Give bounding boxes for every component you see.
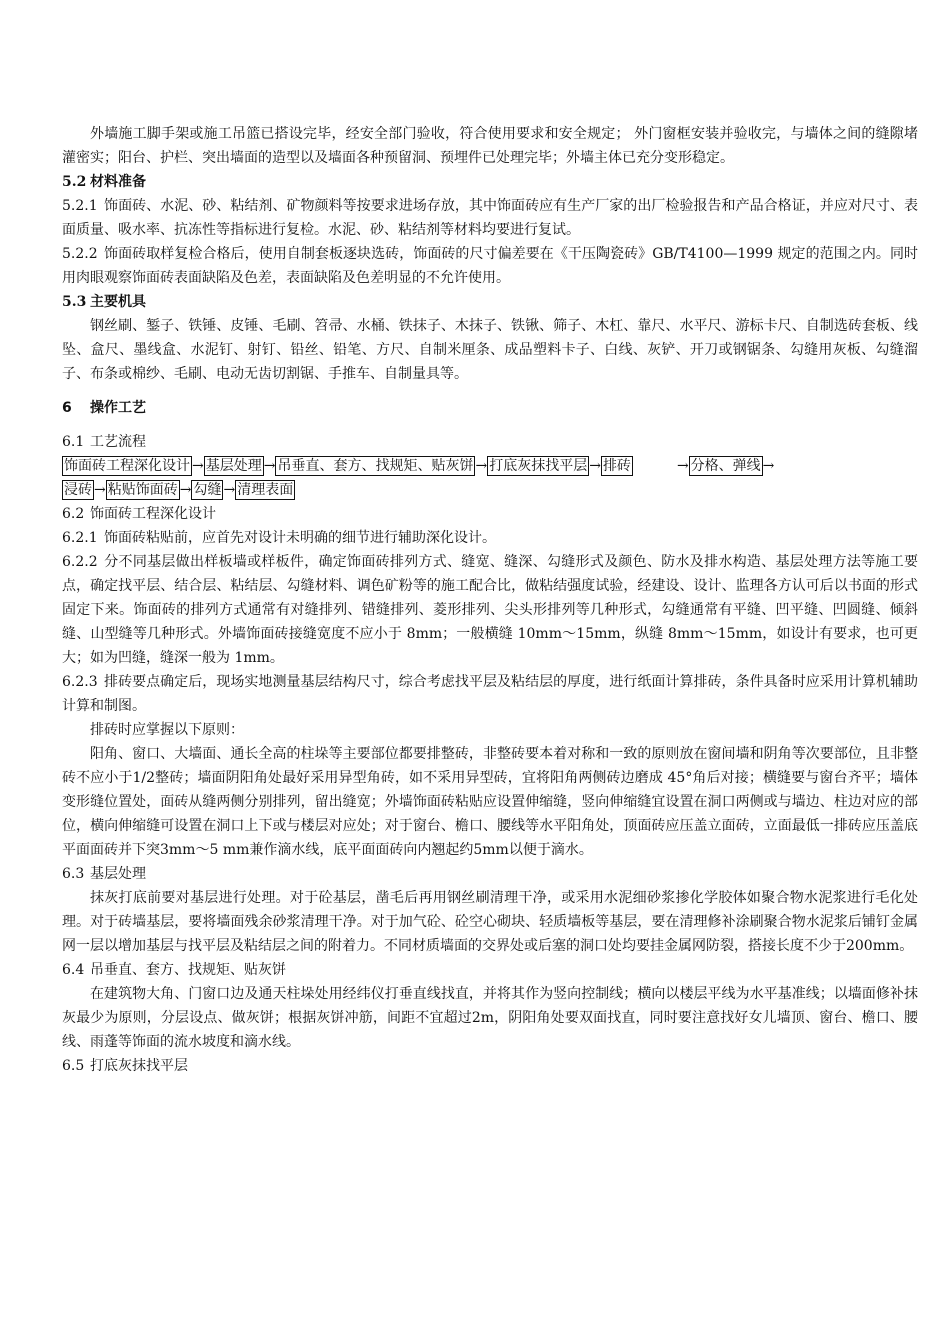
clause-text: 饰面砖、水泥、砂、粘结剂、矿物颜料等按要求进场存放，其中饰面砖应有生产厂家的出厂检验报告和产品合格证，并应对尺寸、表面质量、吸水率、抗冻性等指标进行复检。水泥、砂、粘结剂等材料均要进行复试。	[62, 198, 918, 238]
flow-arrow-icon: →	[94, 482, 106, 498]
section-number: 6.5	[62, 1058, 85, 1074]
tile-layout-principles: 阳角、窗口、大墙面、通长全高的柱垛等主要部位都要排整砖，非整砖要本着对称和一致的原则放在窗间墙和阴角等次要部位，且非整砖不应小于1/2整砖；墙面阴阳角处最好采用异型角砖，如不采用异型砖，宜将阳角两侧砖边磨成 45°角后对接；横缝要与窗台齐平；墙体变形缝位置处，面砖从缝两侧分别排列，留出缝宽；外墙饰面砖粘贴应设置伸缩缝，竖向伸缩缝宜设置在洞口两侧或与墙边、柱边对应的部位，横向伸缩缝可设置在洞口上下或与楼层对应处；对于窗台、檐口、腰线等水平阳角处，顶面砖应压盖立面砖，立面最低一排砖应压盖底平面面砖并下突3mm～5 mm兼作滴水线，底平面面砖向内翘起约5mm以便于滴水。	[62, 746, 918, 858]
flow-arrow-icon: →	[762, 458, 775, 474]
flow-arrow-icon: →	[676, 458, 689, 474]
section-title: 吊垂直、套方、找规矩、贴灰饼	[90, 962, 286, 978]
clause-6-2-3	[62, 670, 918, 718]
base-treatment-paragraph: 抹灰打底前要对基层进行处理。对于砼基层，凿毛后再用钢丝刷清理干净，或采用水泥细砂浆掺化学胶体如聚合物水泥浆进行毛化处理。对于砖墙基层，要将墙面残余砂浆清理干净。对于加气砼、砼空心砌块、轻质墙板等基层，要在清理修补涂刷聚合物水泥浆后铺钉金属网一层以增加基层与找平层及粘结层之间的附着力。不同材质墙面的交界处或后塞的洞口处均要挂金属网防裂，搭接长度不少于200mm。	[62, 890, 918, 954]
flow-step: 浸砖	[64, 482, 92, 498]
clause-number: 5.2.1	[62, 198, 98, 214]
process-flow-line-1	[62, 454, 918, 478]
section-title: 主要机具	[90, 294, 146, 310]
flow-step: 吊垂直、套方、找规矩、贴灰饼	[277, 458, 474, 474]
clause-number: 6.2.3	[62, 674, 98, 690]
flow-step: 粘贴饰面砖	[107, 482, 178, 498]
section-6-5-heading	[62, 1054, 918, 1078]
intro-paragraph: 外墙施工脚手架或施工吊篮已搭设完毕，经安全部门验收，符合使用要求和安全规定； 外门窗框安装并验收完，与墙体之间的缝隙堵灌密实；阳台、护栏、突出墙面的造型以及墙面各种预留洞、预埋件已处理完毕；外墙主体已充分变形稳定。	[62, 126, 918, 166]
clause-number: 5.2.2	[62, 246, 98, 262]
section-title: 饰面砖工程深化设计	[90, 506, 216, 522]
section-6-3-heading	[62, 862, 918, 886]
clause-number: 6.2.2	[62, 554, 98, 570]
clause-6-2-1	[62, 526, 918, 550]
flow-arrow-icon: →	[192, 458, 204, 474]
flow-arrow-icon: →	[589, 458, 601, 474]
clause-text: 饰面砖粘贴前，应首先对设计未明确的细节进行辅助深化设计。	[104, 530, 496, 546]
flow-step: 基层处理	[205, 458, 262, 474]
clause-5-2-2	[62, 242, 918, 290]
section-number: 5.2	[62, 174, 87, 190]
section-number: 6.4	[62, 962, 85, 978]
flow-step: 排砖	[602, 458, 631, 474]
section-number: 6.1	[62, 434, 85, 450]
section-6-2-heading	[62, 502, 918, 526]
flow-arrow-icon: →	[263, 458, 276, 474]
document-body	[62, 122, 918, 1078]
tile-layout-principles-intro: 排砖时应掌握以下原则：	[90, 722, 244, 738]
tools-paragraph: 钢丝刷、錾子、铁锤、皮锤、毛刷、笤帚、水桶、铁抹子、木抹子、铁锹、筛子、木杠、靠尺、水平尺、游标卡尺、自制选砖套板、线坠、盒尺、墨线盒、水泥钉、射钉、铅丝、铅笔、方尺、自制米厘条、成品塑料卡子、白线、灰铲、开刀或钢锯条、勾缝用灰板、勾缝溜子、布条或棉纱、毛刷、电动无齿切割锯、手推车、自制量具等。	[62, 318, 918, 382]
flow-arrow-icon: →	[179, 482, 192, 498]
section-number: 6.2	[62, 506, 85, 522]
clause-6-2-2	[62, 550, 918, 670]
flow-step: 分格、弹线	[690, 458, 761, 474]
plumb-paragraph: 在建筑物大角、门窗口边及通天柱垛处用经纬仪打垂直线找直，并将其作为竖向控制线；横向以楼层平线为水平基准线；以墙面修补抹灰最少为原则，分层设点、做灰饼；根据灰饼冲筋，间距不宜超过2m，阴阳角处要双面找直，同时要注意找好女儿墙顶、窗台、檐口、腰线、雨蓬等饰面的流水坡度和滴水线。	[62, 986, 918, 1050]
section-title: 工艺流程	[90, 434, 146, 450]
flow-step: 打底灰抹找平层	[489, 458, 588, 474]
section-6-1-heading	[62, 430, 918, 454]
process-flow-line-2	[62, 478, 918, 502]
section-title: 打底灰抹找平层	[90, 1058, 188, 1074]
clause-number: 6.2.1	[62, 530, 98, 546]
section-6-4-heading	[62, 958, 918, 982]
flow-step: 清理表面	[237, 482, 294, 498]
clause-text: 饰面砖取样复检合格后，使用自制套板逐块选砖，饰面砖的尺寸偏差要在《干压陶瓷砖》GB/T4100—1999 规定的范围之内。同时用肉眼观察饰面砖表面缺陷及色差，表面缺陷及色差明显的不允许使用。	[62, 246, 918, 286]
chapter-6-heading	[62, 396, 918, 420]
flow-arrow-icon: →	[223, 482, 236, 498]
section-number: 6.3	[62, 866, 85, 882]
flow-step: 勾缝	[193, 482, 222, 498]
section-5-3-heading	[62, 290, 918, 314]
section-title: 材料准备	[90, 174, 146, 190]
clause-text: 排砖要点确定后，现场实地测量基层结构尺寸，综合考虑找平层及粘结层的厚度，进行纸面计算排砖，条件具备时应采用计算机辅助计算和制图。	[62, 674, 918, 714]
flow-step: 饰面砖工程深化设计	[64, 458, 190, 474]
section-number: 5.3	[62, 294, 87, 310]
clause-5-2-1	[62, 194, 918, 242]
chapter-number: 6	[62, 400, 72, 416]
chapter-title: 操作工艺	[90, 400, 146, 416]
flow-arrow-icon: →	[475, 458, 488, 474]
clause-text: 分不同基层做出样板墙或样板件，确定饰面砖排列方式、缝宽、缝深、勾缝形式及颜色、防水及排水构造、基层处理方法等施工要点，确定找平层、结合层、粘结层、勾缝材料、调色矿粉等的施工配合比，做粘结强度试验，经建设、设计、监理各方认可后以书面的形式固定下来。饰面砖的排列方式通常有对缝排列、错缝排列、菱形排列、尖头形排列等几种形式，勾缝通常有平缝、凹平缝、凹圆缝、倾斜缝、山型缝等几种形式。外墙饰面砖接缝宽度不应小于 8mm；一般横缝 10mm～15mm，纵缝 8mm～15mm，如设计有要求，也可更大；如为凹缝，缝深一般为 1mm。	[62, 554, 918, 666]
section-5-2-heading	[62, 170, 918, 194]
section-title: 基层处理	[90, 866, 146, 882]
